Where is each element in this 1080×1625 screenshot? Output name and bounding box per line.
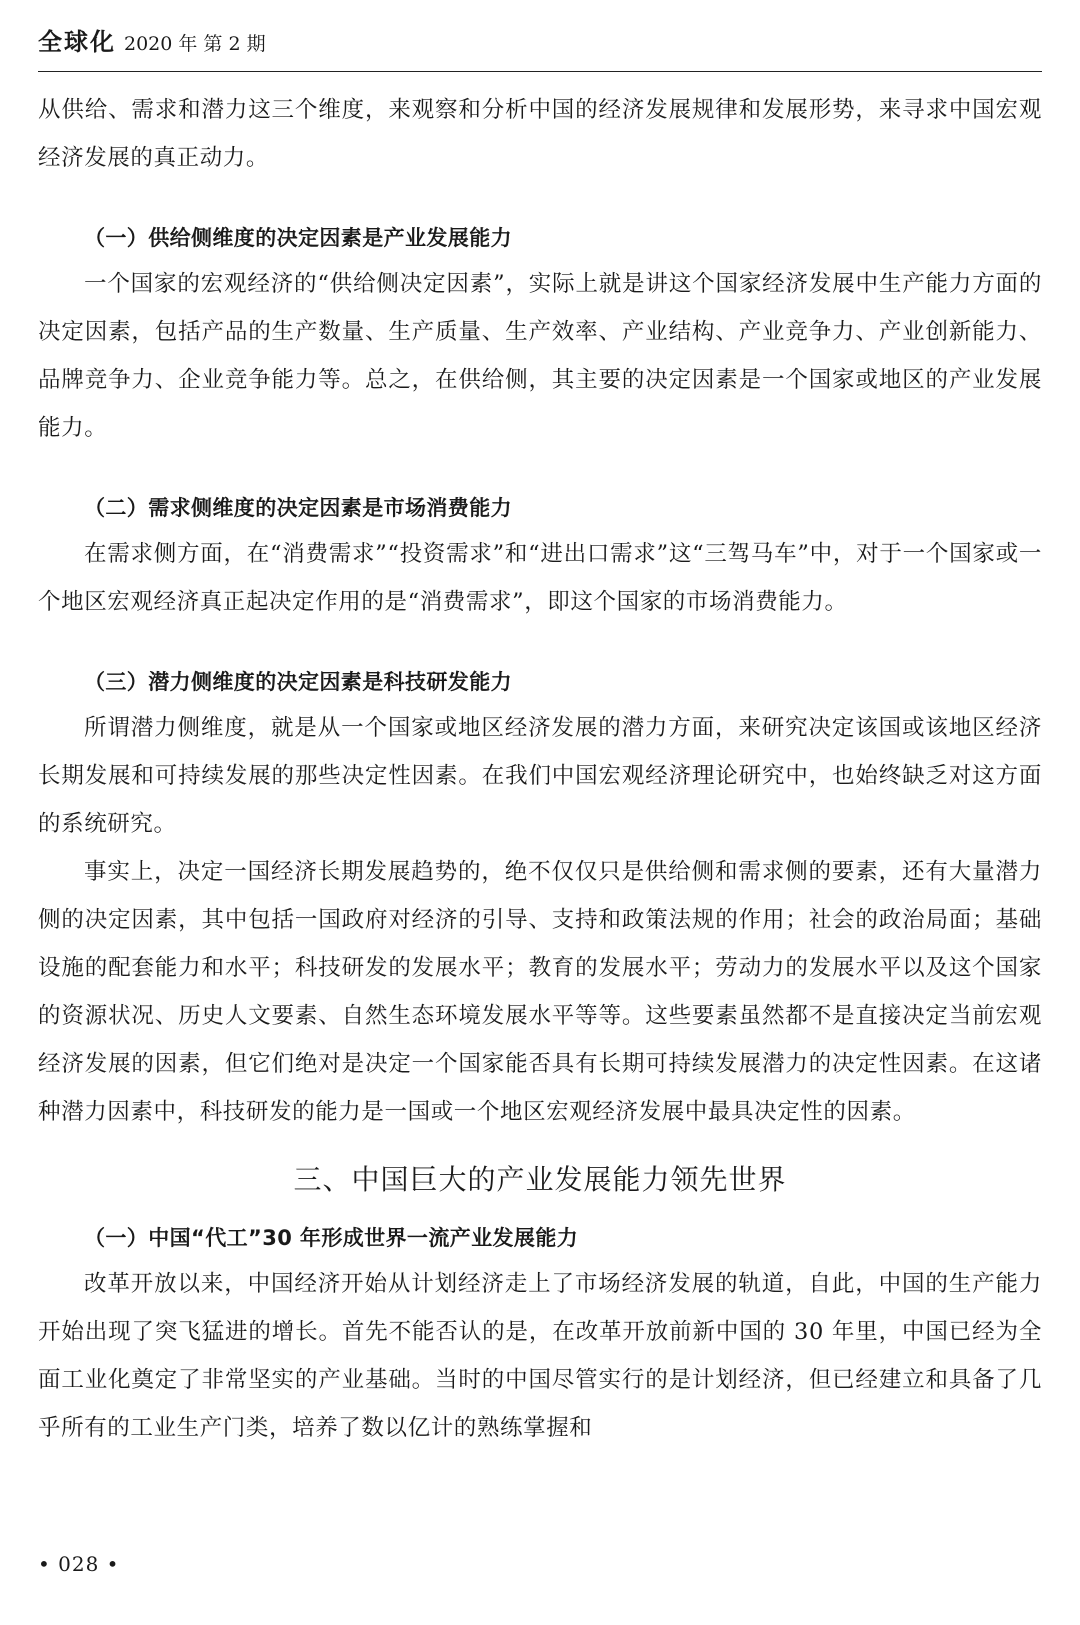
subheading-potential: （三）潜力侧维度的决定因素是科技研发能力 — [84, 670, 512, 694]
subheading-demand: （二）需求侧维度的决定因素是市场消费能力 — [84, 496, 512, 520]
article-body — [38, 86, 1042, 1452]
paragraph-oem: 改革开放以来，中国经济开始从计划经济走上了市场经济发展的轨道，自此，中国的生产能力开始出现了突飞猛进的增长。首先不能否认的是，在改革开放前新中国的 30 年里，中国已经为全面工业化奠定了非常坚实的产业基础。当时的中国尽管实行的是计划经济，但已经建立和具备了几乎所有的工业生产门类，培养了数以亿计的熟练掌握和 — [38, 1271, 1042, 1441]
paragraph-demand: 在需求侧方面，在“消费需求”“投资需求”和“进出口需求”这“三驾马车”中，对于一个国家或一个地区宏观经济真正起决定作用的是“消费需求”，即这个国家的市场消费能力。 — [38, 541, 1042, 615]
issue-label: 2020 年 第 2 期 — [124, 33, 266, 55]
paragraph-potential-2: 事实上，决定一国经济长期发展趋势的，绝不仅仅只是供给侧和需求侧的要素，还有大量潜力侧的决定因素，其中包括一国政府对经济的引导、支持和政策法规的作用；社会的政治局面；基础设施的配套能力和水平；科技研发的发展水平；教育的发展水平；劳动力的发展水平以及这个国家的资源状况、历史人文要素、自然生态环境发展水平等等。这些要素虽然都不是直接决定当前宏观经济发展的因素，但它们绝对是决定一个国家能否具有长期可持续发展潜力的决定性因素。在这诸种潜力因素中，科技研发的能力是一国或一个地区宏观经济发展中最具决定性的因素。 — [38, 859, 1042, 1125]
intro-paragraph: 从供给、需求和潜力这三个维度，来观察和分析中国的经济发展规律和发展形势，来寻求中国宏观经济发展的真正动力。 — [38, 97, 1042, 171]
page-number: • 028 • — [38, 1552, 120, 1576]
subheading-oem: （一）中国“代工”30 年形成世界一流产业发展能力 — [84, 1226, 579, 1250]
journal-logo: 全球化 — [38, 28, 116, 56]
running-header — [38, 22, 266, 58]
header-rule — [38, 71, 1042, 72]
paragraph-potential-1: 所谓潜力侧维度，就是从一个国家或地区经济发展的潜力方面，来研究决定该国或该地区经济长期发展和可持续发展的那些决定性因素。在我们中国宏观经济理论研究中，也始终缺乏对这方面的系统研究。 — [38, 715, 1042, 837]
subheading-supply: （一）供给侧维度的决定因素是产业发展能力 — [84, 226, 512, 250]
section-heading-3: 三、中国巨大的产业发展能力领先世界 — [293, 1163, 787, 1196]
paragraph-supply: 一个国家的宏观经济的“供给侧决定因素”，实际上就是讲这个国家经济发展中生产能力方面的决定因素，包括产品的生产数量、生产质量、生产效率、产业结构、产业竞争力、产业创新能力、品牌竞争力、企业竞争能力等。总之，在供给侧，其主要的决定因素是一个国家或地区的产业发展能力。 — [38, 271, 1042, 441]
